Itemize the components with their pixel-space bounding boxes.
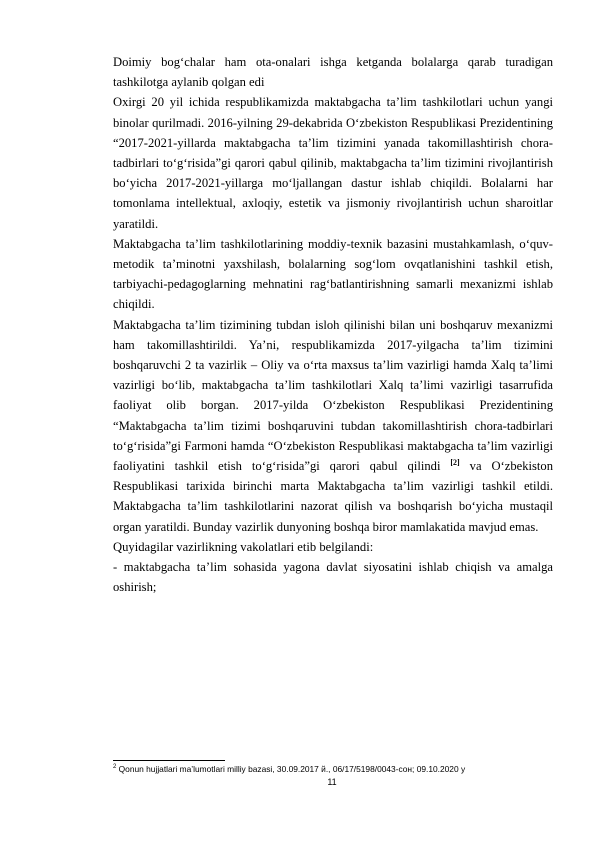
paragraph-3: Maktabgacha ta’lim tashkilotlarining moddiy-texnik bazasini mustahkamlash, o‘quv-metodik ta’minotni yaxshilash, bolalarning sog‘lom ovqatlanishini tashkil etish, tarbiyachi-pedagoglarning mehnatini rag‘batlantirishning samarli mexanizmi ishlab chiqildi.	[113, 236, 553, 312]
paragraph-6: - maktabgacha ta’lim sohasida yagona davlat siyosatini ishlab chiqish va amalga oshirish;	[113, 560, 553, 595]
footnote-text: Qonun hujjatlari ma’lumotlari milliy bazasi, 30.09.2017 й., 06/17/5198/0043-сон; 09.10.2020 у	[118, 764, 466, 774]
body-text	[113, 52, 553, 597]
page-number: 11	[327, 777, 337, 787]
paragraph-2: Oxirgi 20 yil ichida respublikamizda maktabgacha ta’lim tashkilotlari uchun yangi binolar qurilmadi. 2016-yilning 29-dekabrida O‘zbekiston Respublikasi Prezidentining “2017-2021-yillarda maktabgacha ta’lim tizimini yanada takomillashtirish chora-tadbirlari to‘g‘risida”gi qarori qabul qilinib, maktabgacha ta’lim tizimini rivojlantirish bo‘yicha 2017-2021-yillarga mo‘ljallangan dastur ishlab chiqildi. Bolalarni har tomonlama intellektual, axloqiy, estetik va jismoniy rivojlantirish uchun sharoitlar yaratildi.	[113, 95, 553, 231]
paragraph-4	[113, 315, 553, 537]
footnote	[113, 764, 553, 775]
footnote-mark: 2	[113, 764, 117, 771]
footnote-reference: [2]	[450, 457, 460, 467]
paragraph-1: Doimiy bog‘chalar ham ota-onalari ishga ketganda bolalarga qarab turadigan tashkilotga aylanib qolgan edi	[113, 55, 553, 90]
footnote-divider	[113, 760, 225, 761]
paragraph-5: Quyidagilar vazirlikning vakolatlari etib belgilandi:	[113, 539, 374, 554]
paragraph-4-text: Maktabgacha ta’lim tizimining tubdan isloh qilinishi bilan uni boshqaruv mexanizmi ham takomillashtirildi. Ya’ni, respublikamizda 2017-yilgacha ta’lim tizimini boshqaruvchi 2 ta vazirlik – Oliy va o‘rta maxsus ta’lim vazirligi hamda Xalq ta’limi vazirligi bo‘lib, maktabgacha ta’lim tashkilotlari Xalq ta’limi vazirligi tasarrufida faoliyat olib borgan. 2017-yilda O‘zbekiston Respublikasi Prezidentining “Maktabgacha ta’lim tizimi boshqaruvini tubdan takomillashtirish chora-tadbirlari to‘g‘risida”gi Farmoni hamda “O‘zbekiston Respublikasi maktabgacha ta’lim vazirligi faoliyatini tashkil etish to‘g‘risida”gi qarori qabul qilindi	[113, 317, 553, 474]
paragraph-4-continued: va O‘zbekiston Respublikasi tarixida birinchi marta Maktabgacha ta’lim vazirligi tashkil etildi. Maktabgacha ta’lim tashkilotlarini nazorat qilish va boshqarish bo‘yicha mustaqil organ yaratildi. Bunday vazirlik dunyoning boshqa biror mamlakatida mavjud emas.	[113, 459, 554, 534]
